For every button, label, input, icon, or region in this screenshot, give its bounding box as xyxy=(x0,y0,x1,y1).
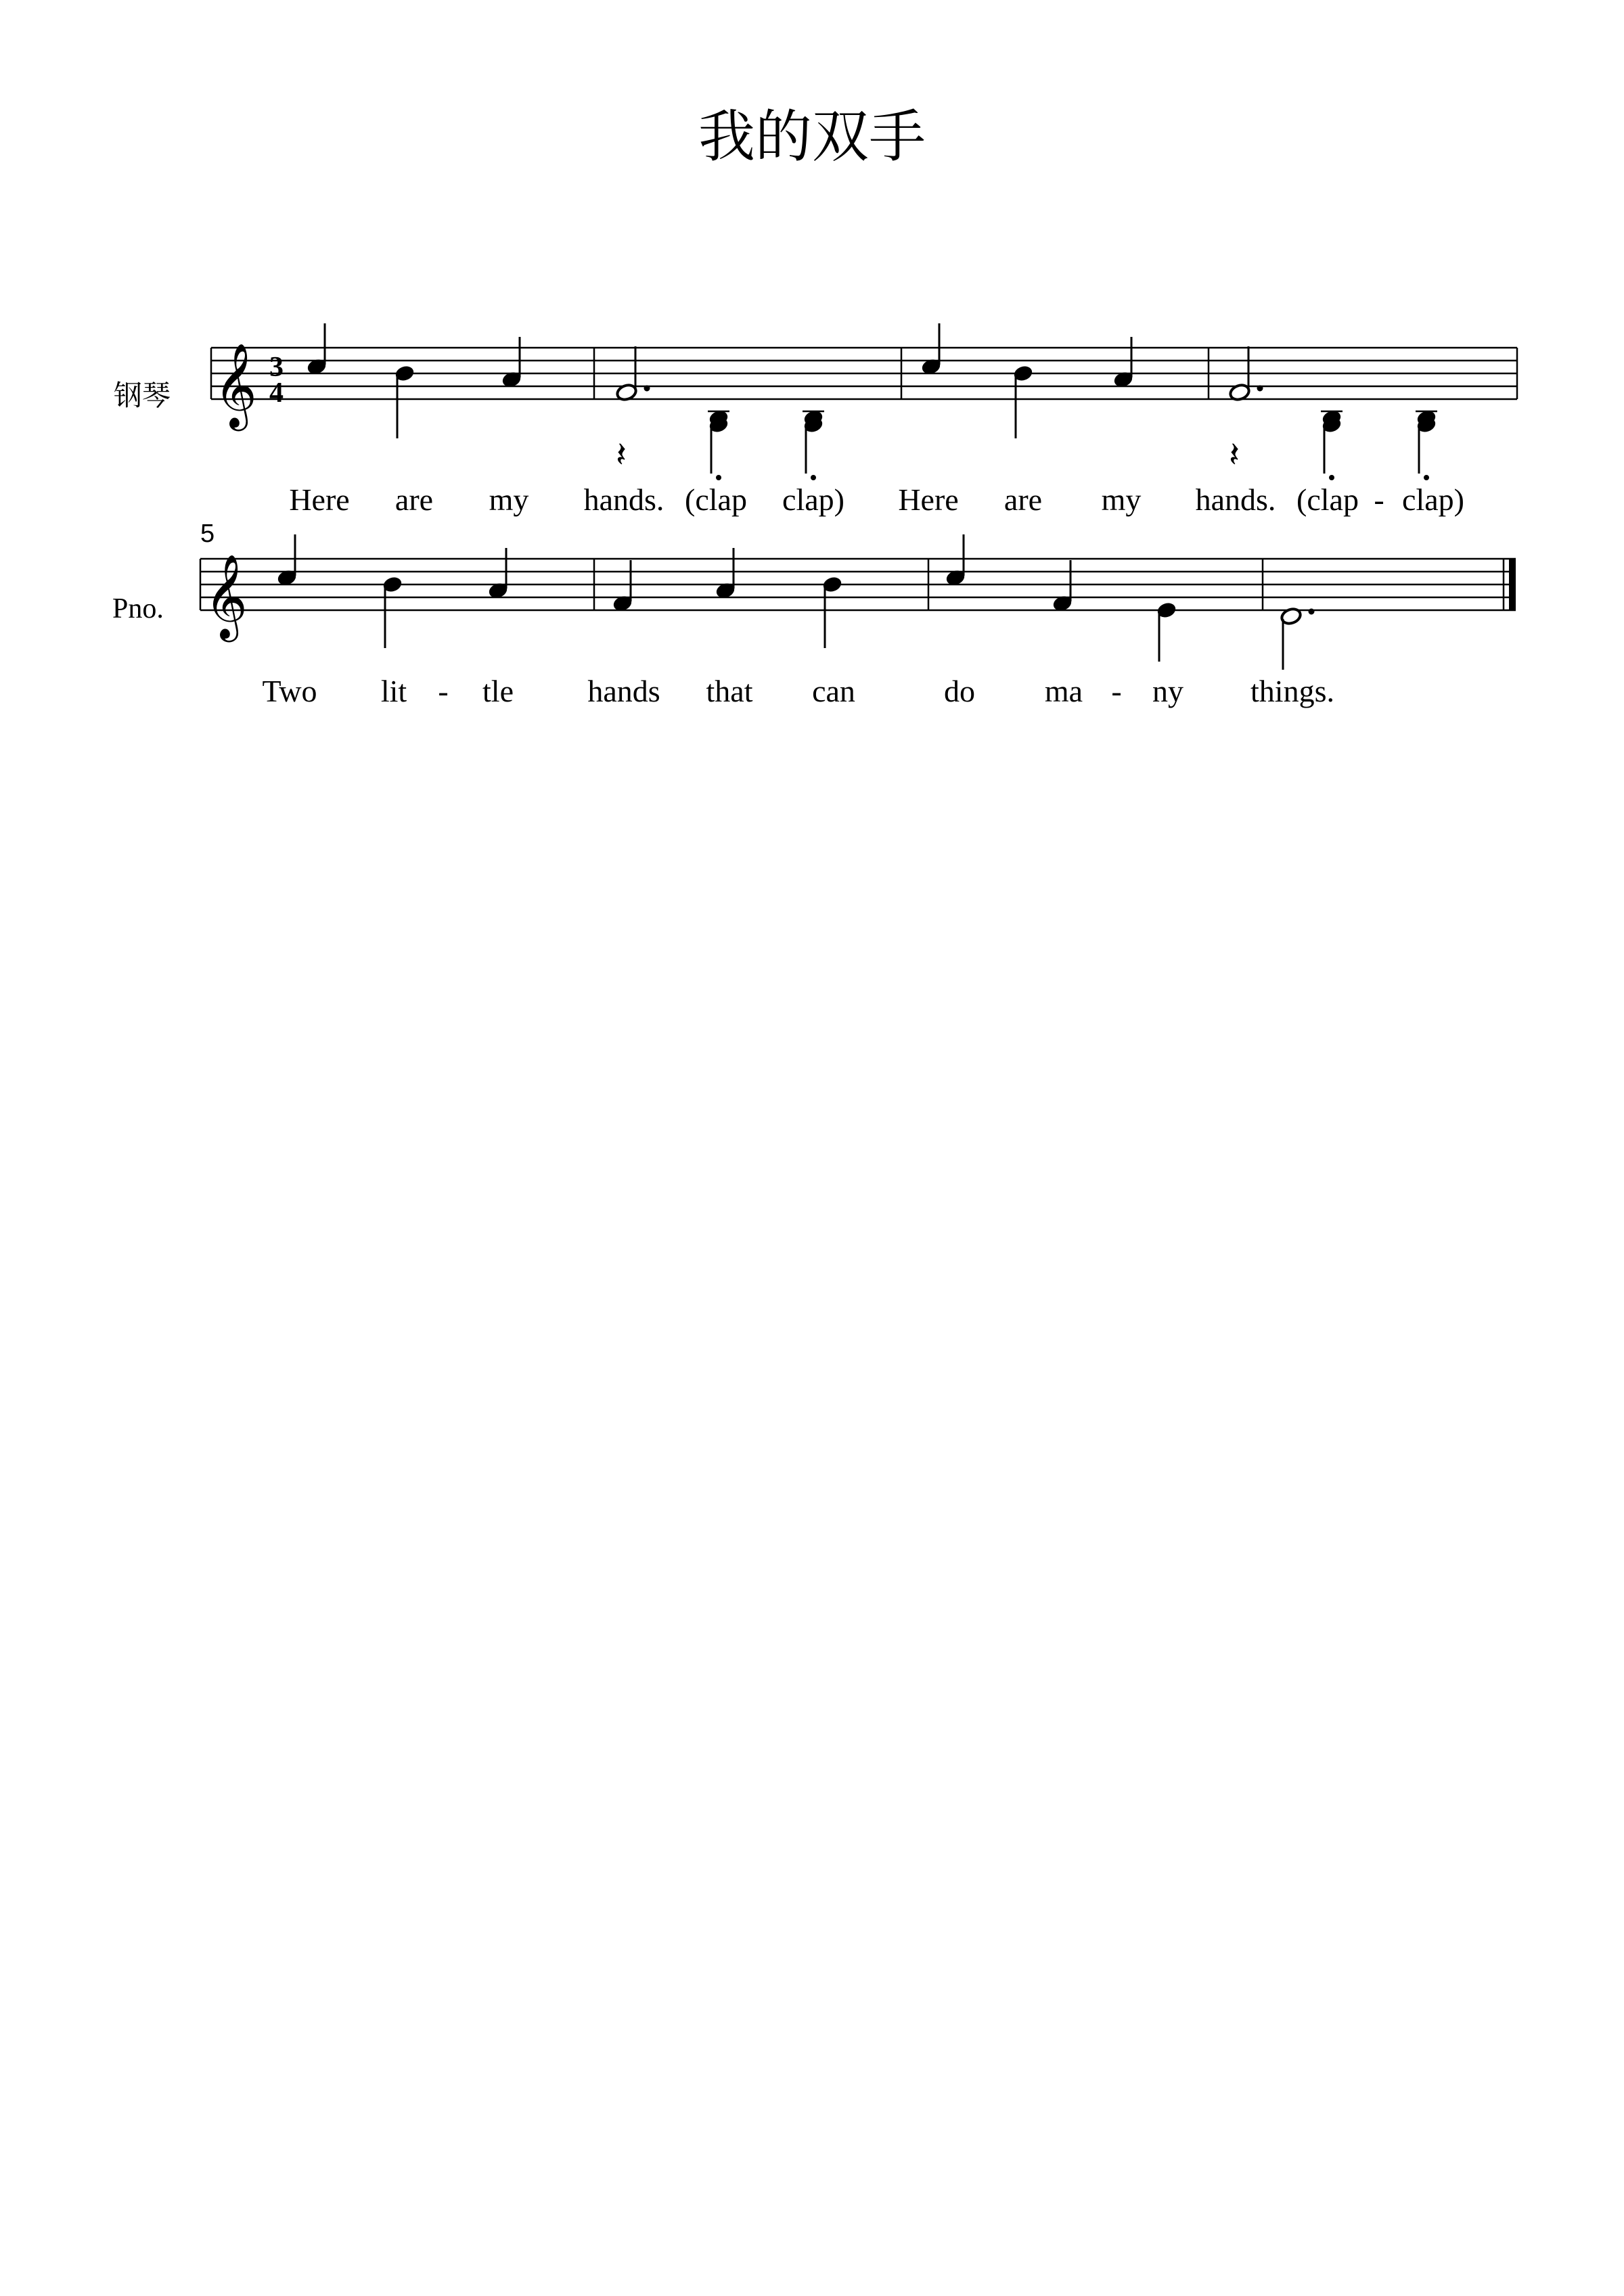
lyric-syllable: clap) xyxy=(782,482,844,517)
score-title: 我的双手 xyxy=(698,104,926,170)
lyric-syllable: Two xyxy=(262,674,317,708)
lyric-syllable: Here xyxy=(898,482,959,517)
lyric-syllable: that xyxy=(706,674,753,708)
time-signature-numerator: 3 xyxy=(269,352,284,383)
lyric-syllable: hands xyxy=(587,674,660,708)
lyric-syllable: (clap xyxy=(1296,482,1359,517)
measure-number: 5 xyxy=(200,520,215,548)
lyric-syllable: ma xyxy=(1044,674,1083,708)
final-barline xyxy=(1509,559,1516,610)
lyric-syllable: do xyxy=(944,674,975,708)
lyric-hyphen: - xyxy=(1374,482,1384,517)
notes-measure-2 xyxy=(615,346,824,480)
lyric-syllable: can xyxy=(812,674,855,708)
treble-clef-icon: 𝄞 xyxy=(214,343,257,428)
notes-measure-3 xyxy=(921,323,1134,438)
lyric-hyphen: - xyxy=(438,674,449,708)
lyric-syllable: Here xyxy=(289,482,350,517)
instrument-label-system-1: 钢琴 xyxy=(114,379,171,412)
instrument-label-system-2: Pno. xyxy=(112,593,164,624)
lyric-syllable: lit xyxy=(380,674,407,708)
notes-measure-5 xyxy=(277,534,509,648)
lyric-syllable: are xyxy=(1003,482,1043,517)
treble-clef-icon: 𝄞 xyxy=(204,554,248,639)
quarter-rest-icon: 𝄽 xyxy=(1229,435,1240,476)
lyric-hyphen: - xyxy=(1111,674,1122,708)
music-notation xyxy=(0,0,1624,812)
time-signature-denominator: 4 xyxy=(269,377,284,409)
lyric-syllable: things. xyxy=(1250,674,1334,708)
notes-measure-1 xyxy=(307,323,522,438)
lyric-syllable: my xyxy=(489,482,529,517)
lyric-syllable: are xyxy=(394,482,434,517)
notes-measure-4 xyxy=(1228,346,1437,480)
lyric-syllable: my xyxy=(1101,482,1142,517)
quarter-rest-icon: 𝄽 xyxy=(616,435,627,476)
lyric-syllable: (clap xyxy=(685,482,747,517)
lyric-syllable: tle xyxy=(482,674,514,708)
lyric-syllable: hands. xyxy=(1195,482,1276,517)
notes-measure-8 xyxy=(1280,607,1314,670)
lyric-syllable: ny xyxy=(1152,674,1183,708)
lyric-syllable: hands. xyxy=(583,482,664,517)
lyric-syllable: clap) xyxy=(1402,482,1464,517)
